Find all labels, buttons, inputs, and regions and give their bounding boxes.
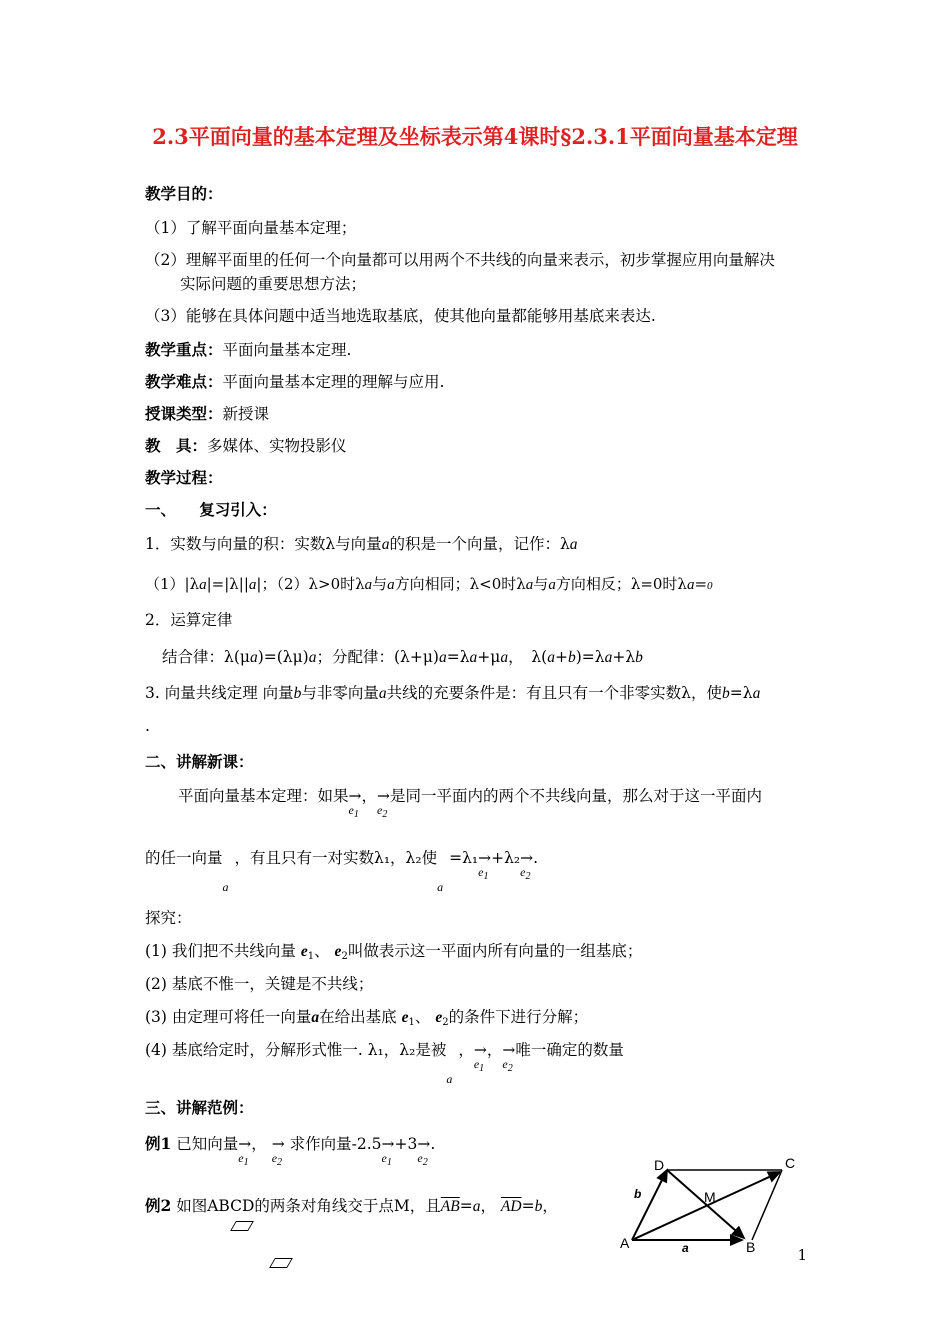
operation-laws: 结合律：λ(μa)=(λμ)a；分配律：(λ+μ)a=λa+μa， λ(a+b)=λa+λb <box>162 648 643 666</box>
example-2: 例2 如图ABCD的两条对角线交于点M，且$\overline{AB}=a$， $\overline{AD}=b$， <box>145 1196 558 1215</box>
key-point: 教学重点：平面向量基本定理. <box>145 340 352 359</box>
explore-label: 探究： <box>145 909 192 927</box>
parallelogram-symbol <box>233 1216 251 1235</box>
objective-1: （1）了解平面向量基本定理； <box>145 219 357 237</box>
label-B: B <box>746 1239 756 1255</box>
item-3: 3. 向量共线定理 向量b与非零向量a共线的充要条件是：有且只有一个非零实数λ，使b=λa <box>145 684 761 702</box>
label-A: A <box>620 1235 630 1251</box>
objective-2b: 实际问题的重要思想方法； <box>180 275 367 293</box>
label-a: a <box>682 1241 689 1255</box>
explore-1: (1) 我们把不共线向量 $e_1$、 $e_2$叫做表示这一平面内所有向量的一组基底； <box>145 942 643 962</box>
item-2: 2．运算定律 <box>145 611 233 629</box>
tools: 教 具：多媒体、实物投影仪 <box>145 436 347 455</box>
explore-3: (3) 由定理可将任一向量a在给出基底 $e_1$、 $e_2$的条件下进行分解； <box>145 1008 589 1028</box>
section-2-heading: 二、讲解新课： <box>145 752 254 771</box>
explore-2: (2) 基底不惟一，关键是不共线； <box>145 975 374 993</box>
example-1: 例1 已知向量→ $e_1$ ， → $e_2$ 求作向量-2.5→ $e_1$ +3→ $e_2$ . <box>145 1134 436 1168</box>
section-3-heading: 三、讲解范例： <box>145 1098 254 1117</box>
objectives-heading: 教学目的： <box>145 184 223 203</box>
page-number: 1 <box>797 1246 807 1264</box>
item-1-properties: （1）|λa|=|λ||a|；（2）λ>0时λa与a方向相同；λ<0时λa与a方向相反；λ=0时λa=0 <box>145 575 713 593</box>
label-M: M <box>704 1189 716 1205</box>
theorem-line-2: 的任一向量 a ，有且只有一对实数λ₁，λ₂使 a =λ₁→ $e_1$ +λ₂→ $e_2$ . <box>145 849 539 894</box>
objective-3: （3）能够在具体问题中适当地选取基底，使其他向量都能够用基底来表达. <box>145 307 656 325</box>
parallelogram-symbol-2 <box>272 1253 290 1272</box>
label-b: b <box>634 1187 642 1201</box>
item-3-period: . <box>145 717 150 735</box>
parallelogram-figure <box>612 1152 812 1256</box>
explore-4: (4) 基底给定时，分解形式惟一. λ₁，λ₂是被 a ，→ $e_1$ ，→ $e_2$ 唯一确定的数量 <box>145 1041 624 1086</box>
difficulty: 教学难点：平面向量基本定理的理解与应用. <box>145 372 445 391</box>
page-title: 2.3平面向量的基本定理及坐标表示第4课时§2.3.1平面向量基本定理 <box>152 124 798 149</box>
lesson-type: 授课类型：新授课 <box>145 404 270 423</box>
label-D: D <box>654 1157 665 1173</box>
objective-2a: （2）理解平面里的任何一个向量都可以用两个不共线的向量来表示，初步掌握应用向量解决 <box>145 251 775 269</box>
process-heading: 教学过程： <box>145 468 223 487</box>
theorem-line-1: 平面向量基本定理：如果→ $e_1$ ，→ $e_2$ 是同一平面内的两个不共线向量，那么对于这一平面内 <box>178 787 763 820</box>
label-C: C <box>785 1155 796 1171</box>
section-1-heading: 一、 复习引入： <box>145 500 277 519</box>
item-1: 1．实数与向量的积：实数λ与向量a的积是一个向量，记作：λa <box>145 535 578 553</box>
